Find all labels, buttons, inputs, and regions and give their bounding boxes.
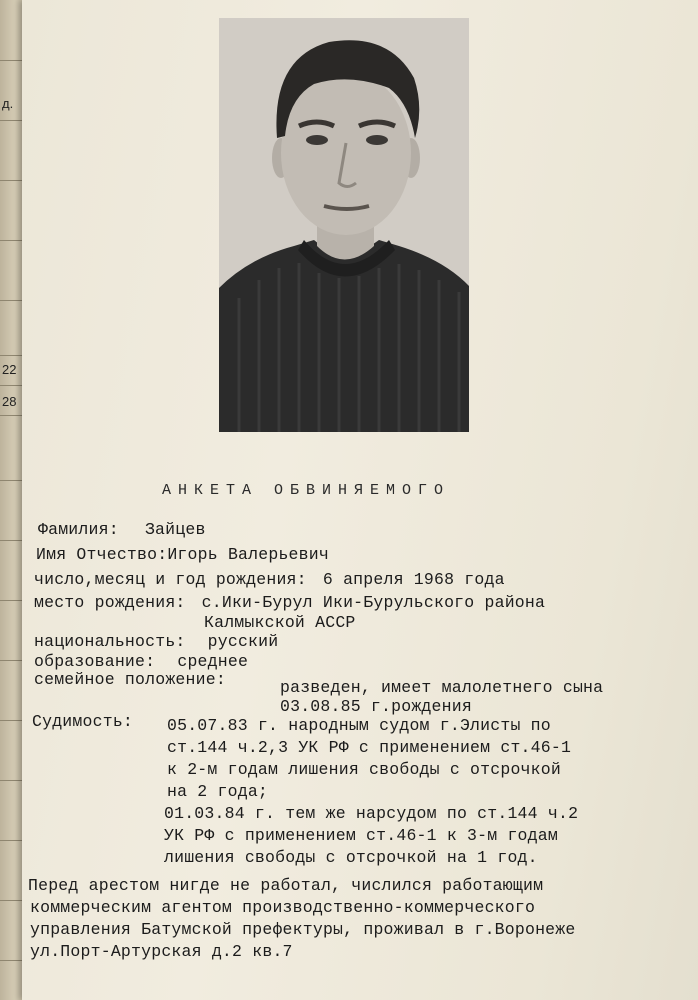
family-value: разведен, имеет малолетнего сына [280,678,604,697]
document-page [22,0,698,1000]
dob-value: 6 апреля 1968 года [322,570,505,589]
spine-letter: д. [2,96,14,111]
birthplace-label: место рождения: [34,593,186,612]
name-value: Игорь Валерьевич [167,545,329,564]
name-label: Имя Отчество: [36,545,168,564]
portrait-photo [219,18,469,432]
name-row [36,545,329,564]
family-label: семейное положение: [34,670,226,689]
notes-line: коммерческим агентом производственно-коммерческого [30,898,536,917]
nationality-value: русский [207,632,279,651]
birthplace-value-cont: Калмыкской АССР [204,613,356,632]
record-line: ст.144 ч.2,3 УК РФ с применением ст.46-1 [167,738,572,757]
dob-label: число,месяц и год рождения: [34,570,307,589]
surname-label: Фамилия: [38,520,119,539]
family-value-cont: 03.08.85 г.рождения [280,697,472,716]
education-value: среднее [177,652,249,671]
record-line: УК РФ с применением ст.46-1 к 3-м годам [164,826,558,845]
nationality-label: национальность: [34,632,186,651]
nationality-row [34,632,278,651]
education-row [34,652,248,671]
notes-line: управления Батумской префектуры, проживал в г.Воронеже [30,920,576,939]
dob-row [34,570,505,589]
form-title: АНКЕТА ОБВИНЯЕМОГО [162,482,451,499]
notes-line: Перед арестом нигде не работал, числился работающим [28,876,544,895]
record-label: Судимость: [32,712,134,731]
surname-value: Зайцев [144,520,206,539]
spine-number-a: 22 [2,362,17,377]
record-line: к 2-м годам лишения свободы с отсрочкой [167,760,561,779]
birthplace-value: с.Ики-Бурул Ики-Бурульского района [201,593,546,612]
family-row [34,670,226,689]
notes-line: ул.Порт-Артурская д.2 кв.7 [30,942,293,961]
record-line: 01.03.84 г. тем же нарсудом по ст.144 ч.2 [164,804,579,823]
surname-row [38,520,206,539]
education-label: образование: [34,652,156,671]
record-line: 05.07.83 г. народным судом г.Элисты по [167,716,551,735]
spine-number-b: 28 [2,394,17,409]
record-line: лишения свободы с отсрочкой на 1 год. [164,848,538,867]
record-line: на 2 года; [167,782,269,801]
birthplace-row [34,593,545,612]
